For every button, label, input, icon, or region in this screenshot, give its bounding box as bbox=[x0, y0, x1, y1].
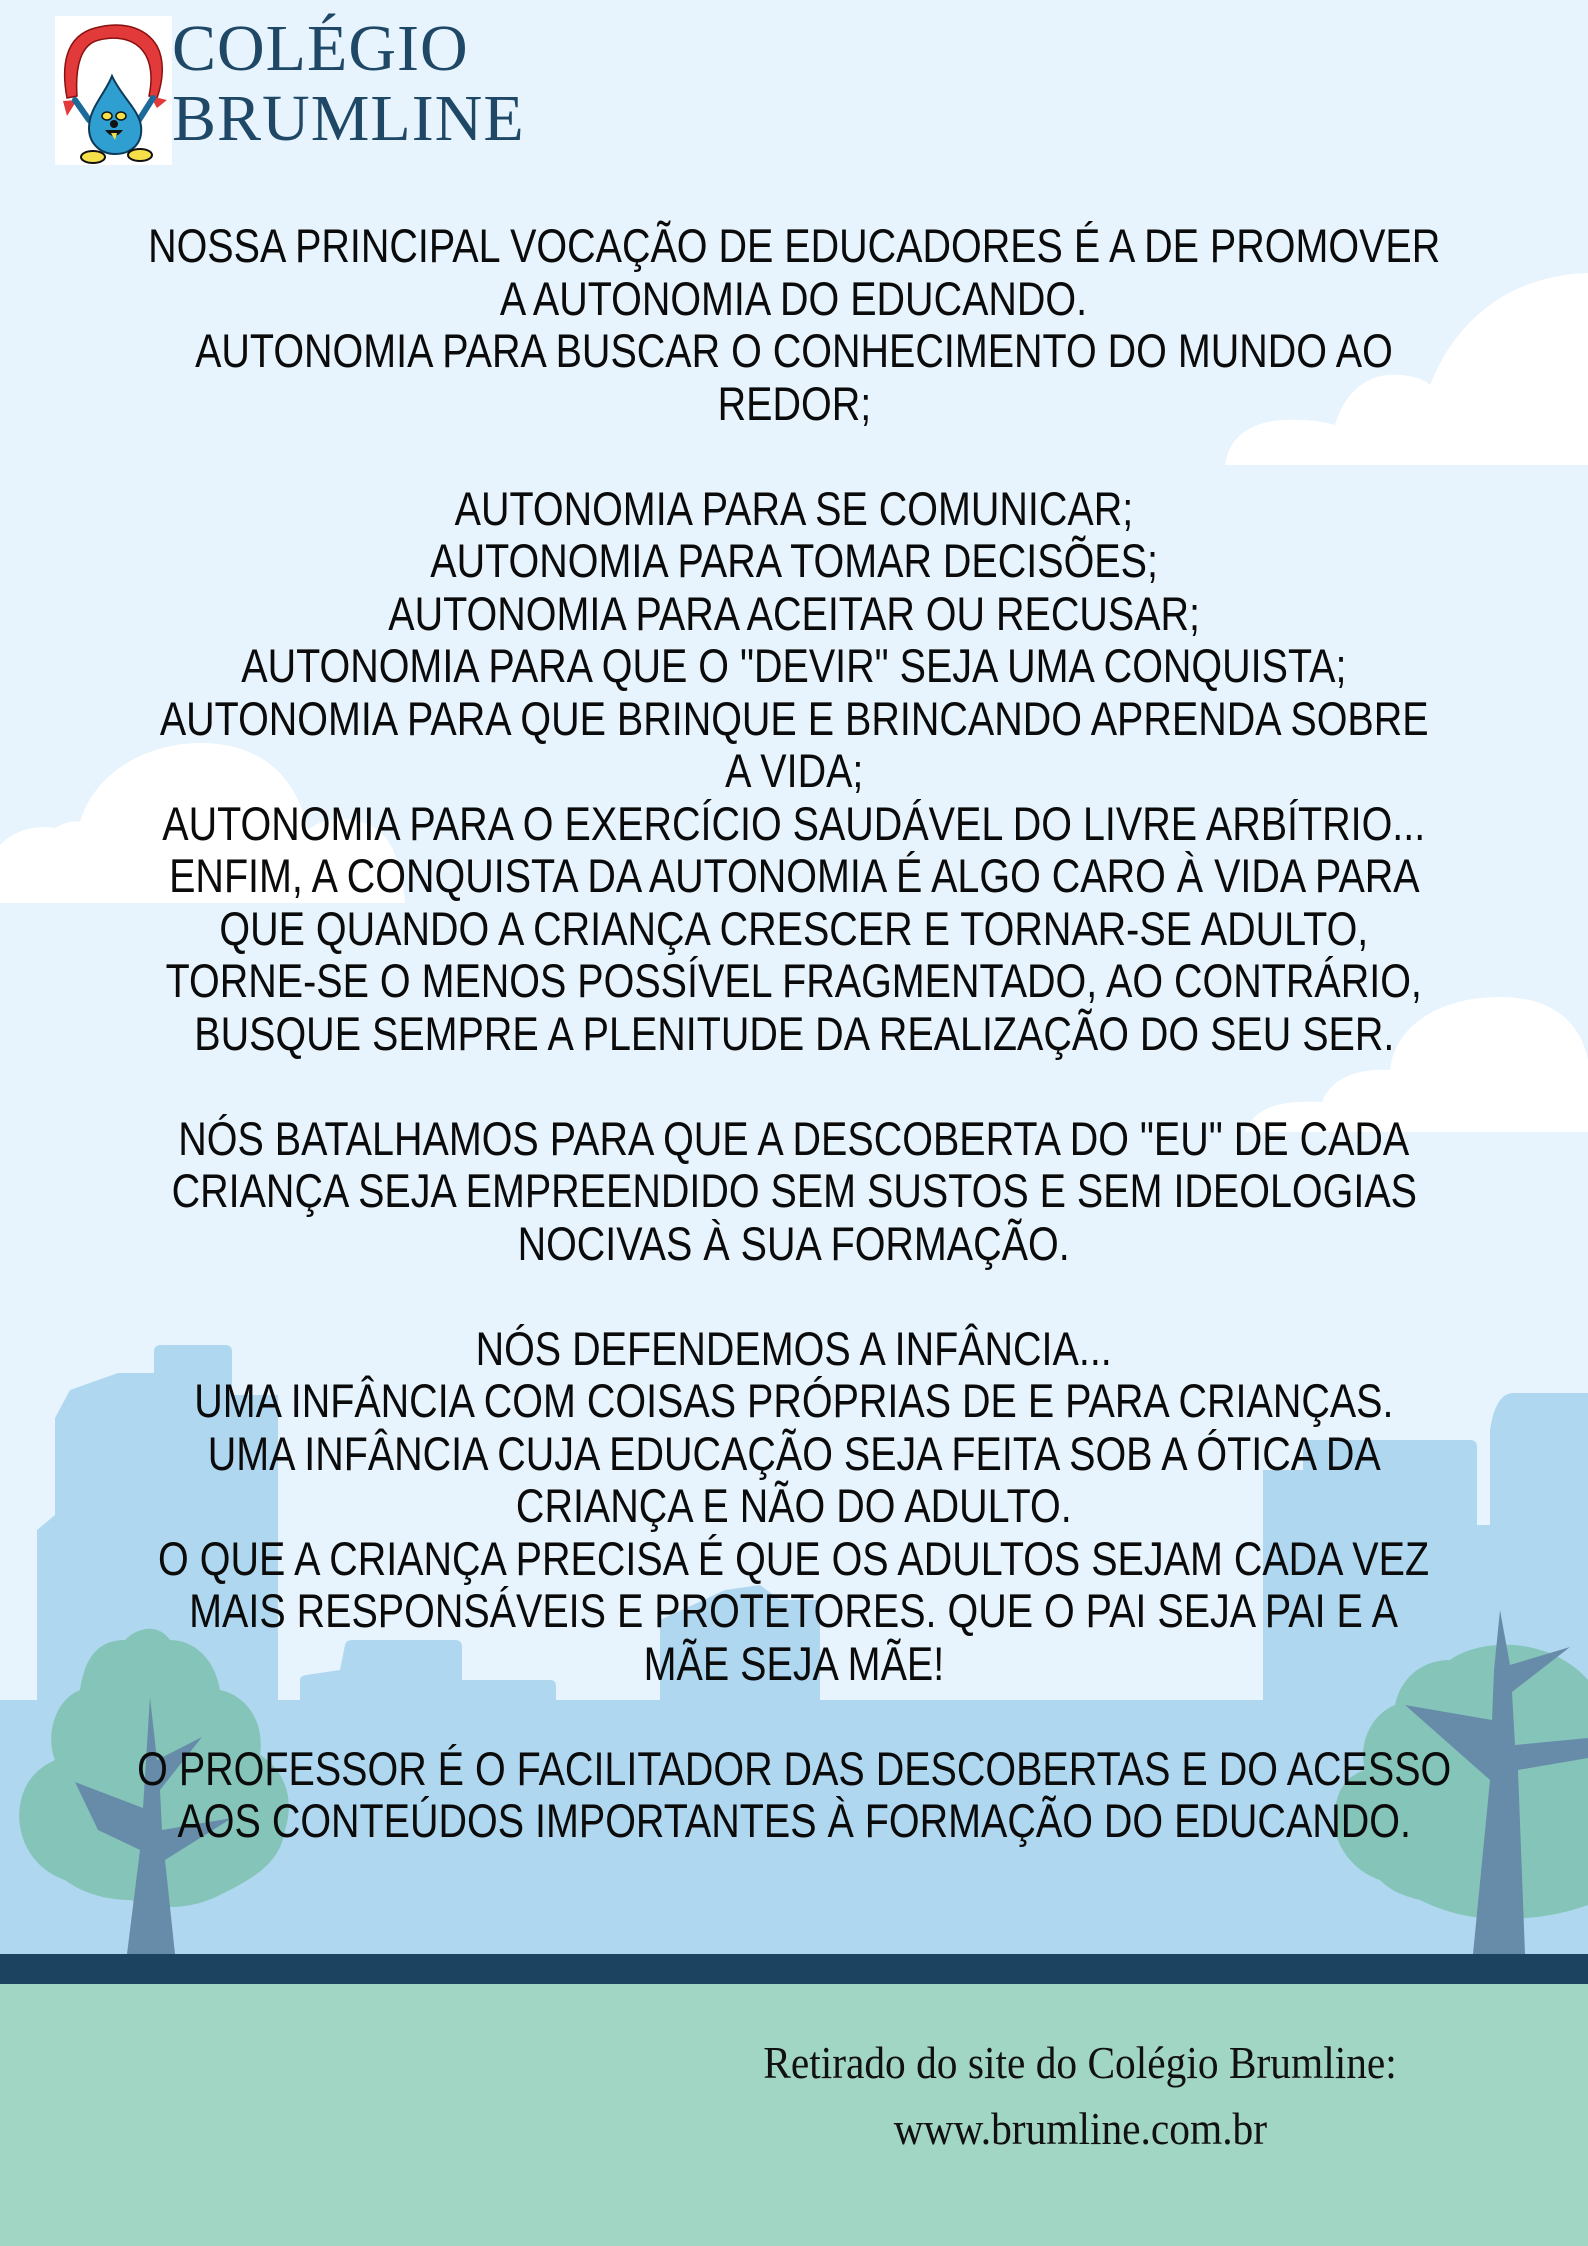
text-line-content: AUTONOMIA PARA TOMAR DECISÕES; bbox=[430, 534, 1158, 587]
text-line-content: UMA INFÂNCIA CUJA EDUCAÇÃO SEJA FEITA SOB A ÓTICA DA bbox=[207, 1426, 1381, 1480]
text-line-content: NÓS BATALHAMOS PARA QUE A DESCOBERTA DO "EU" DE CADA bbox=[178, 1111, 1410, 1165]
text-line-content: AUTONOMIA PARA SE COMUNICAR; bbox=[454, 481, 1134, 535]
text-line-content: AOS CONTEÚDOS IMPORTANTES À FORMAÇÃO DO EDUCANDO. bbox=[177, 1794, 1411, 1847]
text-line-content: CRIANÇA SEJA EMPREENDIDO SEM SUSTOS E SEM IDEOLOGIAS bbox=[171, 1164, 1417, 1217]
title-line-2: BRUMLINE bbox=[172, 82, 525, 155]
text-line-content: AUTONOMIA PARA O EXERCÍCIO SAUDÁVEL DO LIVRE ARBÍTRIO... bbox=[162, 796, 1426, 850]
text-line-content: AUTONOMIA PARA ACEITAR OU RECUSAR; bbox=[388, 586, 1200, 640]
text-line-content: AUTONOMIA PARA QUE BRINQUE E BRINCANDO APRENDA SOBRE bbox=[159, 691, 1429, 745]
text-line bbox=[0, 798, 1588, 851]
text-line bbox=[0, 1638, 1588, 1691]
text-line bbox=[0, 325, 1588, 378]
text-line bbox=[0, 1165, 1588, 1218]
text-line bbox=[0, 273, 1588, 326]
text-line bbox=[0, 1585, 1588, 1638]
ground-band bbox=[0, 1954, 1588, 1984]
text-line-content: NOSSA PRINCIPAL VOCAÇÃO DE EDUCADORES É A DE PROMOVER bbox=[147, 219, 1441, 272]
text-line bbox=[0, 1270, 1588, 1323]
text-line-content: MÃE SEJA MÃE! bbox=[643, 1636, 945, 1690]
text-line-content: TORNE-SE O MENOS POSSÍVEL FRAGMENTADO, AO CONTRÁRIO, bbox=[165, 954, 1423, 1007]
text-line bbox=[0, 745, 1588, 798]
text-line-content: AUTONOMIA PARA QUE O "DEVIR" SEJA UMA CONQUISTA; bbox=[241, 639, 1347, 692]
text-line-content: NÓS DEFENDEMOS A INFÂNCIA... bbox=[475, 1321, 1113, 1375]
text-line bbox=[0, 1743, 1588, 1796]
text-line bbox=[0, 378, 1588, 431]
school-name-title bbox=[172, 14, 525, 154]
text-line bbox=[0, 903, 1588, 956]
title-line-1: COLÉGIO bbox=[172, 12, 469, 85]
text-line-content: A VIDA; bbox=[724, 744, 864, 797]
source-line: Retirado do site do Colégio Brumline: bbox=[763, 2037, 1397, 2088]
text-line bbox=[0, 430, 1588, 483]
text-line-content: O PROFESSOR É O FACILITADOR DAS DESCOBERTAS E DO ACESSO bbox=[136, 1741, 1452, 1795]
text-line bbox=[0, 483, 1588, 536]
text-line bbox=[0, 640, 1588, 693]
text-line bbox=[0, 1690, 1588, 1743]
text-line bbox=[0, 1323, 1588, 1376]
text-line bbox=[0, 1480, 1588, 1533]
source-attribution bbox=[600, 2030, 1560, 2162]
text-line bbox=[0, 1008, 1588, 1061]
text-line-content: MAIS RESPONSÁVEIS E PROTETORES. QUE O PAI SEJA PAI E A bbox=[189, 1584, 1399, 1637]
text-line bbox=[0, 1218, 1588, 1271]
source-url: www.brumline.com.br bbox=[893, 2103, 1267, 2154]
text-line bbox=[0, 588, 1588, 641]
text-line-content: NOCIVAS À SUA FORMAÇÃO. bbox=[517, 1216, 1071, 1270]
text-line bbox=[0, 955, 1588, 1008]
school-logo bbox=[55, 16, 172, 165]
mission-statement bbox=[0, 220, 1588, 1848]
text-line-content: ENFIM, A CONQUISTA DA AUTONOMIA É ALGO CARO À VIDA PARA bbox=[168, 849, 1420, 902]
text-line-content: BUSQUE SEMPRE A PLENITUDE DA REALIZAÇÃO DO SEU SER. bbox=[193, 1006, 1395, 1060]
text-line-content: QUE QUANDO A CRIANÇA CRESCER E TORNAR-SE ADULTO, bbox=[219, 901, 1369, 955]
text-line bbox=[0, 850, 1588, 903]
text-line bbox=[0, 1428, 1588, 1481]
text-line-content: O QUE A CRIANÇA PRECISA É QUE OS ADULTOS SEJAM CADA VEZ bbox=[158, 1531, 1430, 1585]
text-line bbox=[0, 1375, 1588, 1428]
text-line bbox=[0, 1795, 1588, 1848]
text-line bbox=[0, 693, 1588, 746]
text-line-content: UMA INFÂNCIA COM COISAS PRÓPRIAS DE E PARA CRIANÇAS. bbox=[194, 1374, 1394, 1427]
text-line bbox=[0, 220, 1588, 273]
text-line bbox=[0, 1113, 1588, 1166]
text-line bbox=[0, 535, 1588, 588]
text-line-content: REDOR; bbox=[717, 376, 871, 430]
text-line bbox=[0, 1060, 1588, 1113]
water-drop-mascot-icon bbox=[55, 16, 172, 165]
text-line-content: CRIANÇA E NÃO DO ADULTO. bbox=[516, 1479, 1072, 1532]
text-line-content: AUTONOMIA PARA BUSCAR O CONHECIMENTO DO MUNDO AO bbox=[195, 324, 1393, 377]
text-line-content: A AUTONOMIA DO EDUCANDO. bbox=[500, 271, 1088, 325]
text-line bbox=[0, 1533, 1588, 1586]
